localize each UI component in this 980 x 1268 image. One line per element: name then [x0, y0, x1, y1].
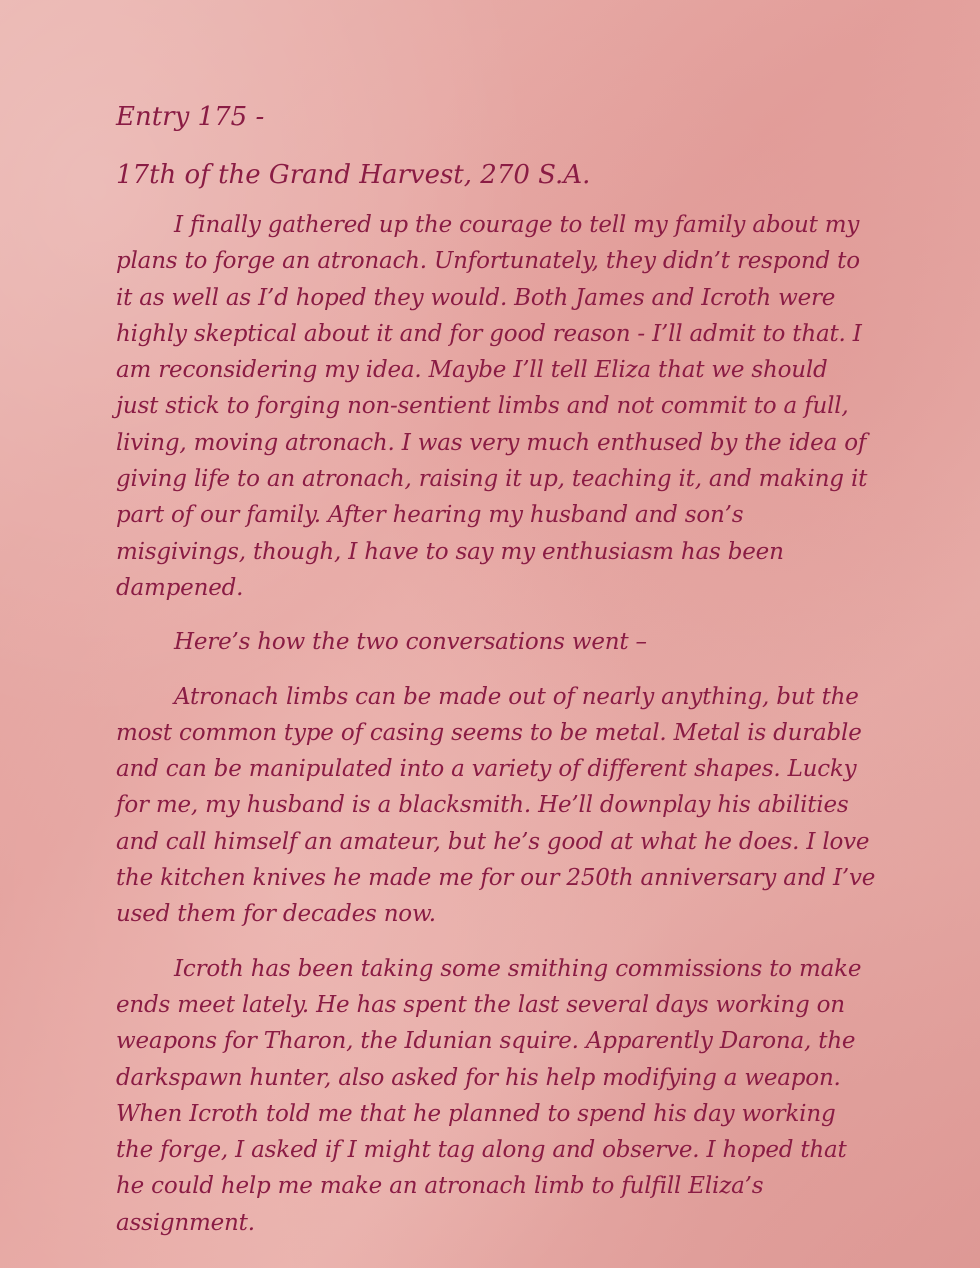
journal-paragraph: I finally gathered up the courage to tell my family about my plans to forge an atronach. Unfortunately, they didn’t respond to it as well as I’d hoped they would. Both James and Icroth were highly skeptical about it and for good reason - I’ll admit to that. I am reconsidering my idea. Maybe I’ll tell Eliza that we should just stick to forging non-sentient limbs and not commit to a full, living, moving atronach. I was very much enthused by the idea of giving life to an atronach, raising it up, teaching it, and making it part of our family. After hearing my husband and son’s misgivings, though, I have to say my enthusiasm has been dampened. [116, 212, 868, 601]
journal-paragraph: Here’s how the two conversations went – [174, 629, 647, 656]
journal-paragraph: Atronach limbs can be made out of nearly anything, but the most common type of casing seems to be metal. Metal is durable and can be manipulated into a variety of different shapes. Lucky for me, my husband is a blacksmith. He’ll downplay his abilities and call himself an amateur, but he’s good at what he does. I love the kitchen knives he made me for our 250th anniversary and I’ve used them for decades now. [116, 683, 876, 928]
entry-title: Entry 175 - [116, 102, 265, 132]
journal-page [116, 96, 876, 1259]
journal-paragraph: Icroth has been taking some smithing commissions to make ends meet lately. He has spent the last several days working on weapons for Tharon, the Idunian squire. Apparently Darona, the darkspawn hunter, also asked for his help modifying a weapon. When Icroth told me that he planned to spend his day working the forge, I asked if I might tag along and observe. I hoped that he could help me make an atronach limb to fulfill Eliza’s assignment. [116, 955, 862, 1236]
entry-date: 17th of the Grand Harvest, 270 S.A. [116, 160, 591, 190]
